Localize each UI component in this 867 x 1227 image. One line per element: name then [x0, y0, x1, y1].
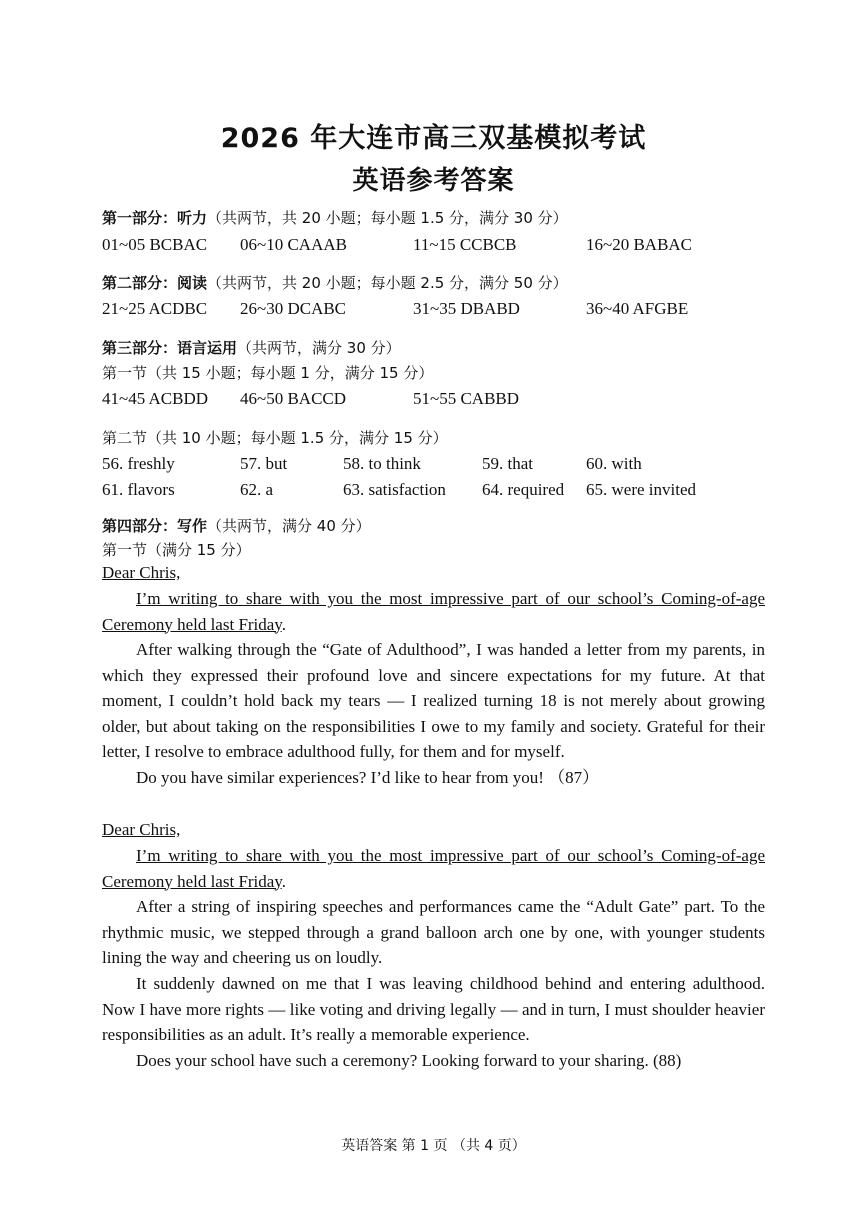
part3-section2-answer-64: 64. required	[482, 480, 565, 499]
part3-section2-answer-61: 61. flavors	[102, 480, 175, 499]
essay1-salutation: Dear Chris,	[102, 563, 181, 582]
part2-answer-4: 36~40 AFGBE	[586, 299, 689, 318]
part3-section1-answer-2: 46~50 BACCD	[240, 389, 347, 408]
part2-answer-3: 31~35 DBABD	[413, 299, 520, 318]
part3-section2-answer-63: 63. satisfaction	[343, 480, 446, 499]
part1-answer-3: 11~15 CCBCB	[413, 235, 517, 254]
part1-heading-title: 第一部分：听力	[102, 209, 208, 227]
part2-heading	[102, 273, 568, 293]
part3-section2-heading: 第二节（共 10 小题；每小题 1.5 分，满分 15 分）	[102, 429, 448, 447]
part3-section2-answer-60: 60. with	[586, 454, 642, 473]
page-subtitle: 英语参考答案	[352, 166, 515, 196]
part1-answer-2: 06~10 CAAAB	[240, 235, 347, 254]
part3-section1-heading: 第一节（共 15 小题；每小题 1 分，满分 15 分）	[102, 364, 434, 382]
part2-answer-1: 21~25 ACDBC	[102, 299, 208, 318]
part1-answer-4: 16~20 BABAC	[586, 235, 693, 254]
part4-heading-title: 第四部分：写作	[102, 517, 208, 535]
essay1-paragraph-2: After walking through the “Gate of Adulthood”, I was handed a letter from my parents, in which they expressed their profound love and sincere expectations for my future. At that moment, I couldn’t hold back my tears — I realized turning 18 is not merely about growing older, but about taking on the responsibilities I owe to my family and society. Grateful for their letter, I resolve to embrace adulthood fully, for them and for myself.	[102, 640, 765, 762]
part3-section2-answer-57: 57. but	[240, 454, 288, 473]
part1-answer-1: 01~05 BCBAC	[102, 235, 208, 254]
essay2-paragraph-2: After a string of inspiring speeches and performances came the “Adult Gate” part. To the rhythmic music, we stepped through a grand balloon arch one by one, with younger students lining the way and cheering us on loudly.	[102, 897, 765, 968]
part3-section2-answer-59: 59. that	[482, 454, 533, 473]
part2-heading-title: 第二部分：阅读	[102, 274, 208, 292]
part3-section2-answer-56: 56. freshly	[102, 454, 175, 473]
part4-heading-detail: （共两节，满分 40 分）	[207, 517, 371, 535]
part3-section1-answer-3: 51~55 CABBD	[413, 389, 520, 408]
essay1-paragraph-3: Do you have similar experiences? I’d like to hear from you! （87）	[136, 768, 600, 787]
part3-section2-answer-62: 62. a	[240, 480, 274, 499]
part2-heading-detail: （共两节，共 20 小题；每小题 2.5 分，满分 50 分）	[207, 274, 568, 292]
essay1-opening-end: .	[281, 614, 286, 634]
part3-heading-detail: （共两节，满分 30 分）	[237, 339, 401, 357]
part4-section1-heading: 第一节（满分 15 分）	[102, 541, 251, 559]
part3-section2-answer-58: 58. to think	[343, 454, 421, 473]
part3-section1-answer-1: 41~45 ACBDD	[102, 389, 209, 408]
part1-heading-detail: （共两节，共 20 小题；每小题 1.5 分，满分 30 分）	[207, 209, 568, 227]
essay2-paragraph-4: Does your school have such a ceremony? Looking forward to your sharing. (88)	[136, 1051, 682, 1070]
part4-heading	[102, 516, 371, 536]
page-footer: 英语答案 第 1 页 （共 4 页）	[341, 1138, 526, 1154]
essay2-opening-text: I’m writing to share with you the most impressive part of our school’s Coming-of-age Ceremony held last Friday	[102, 846, 765, 891]
essay2-paragraph-3: It suddenly dawned on me that I was leaving childhood behind and entering adulthood. Now I have more rights — like voting and driving legally — and in turn, I must shoulder heavier responsibilities as an adult. It’s really a memorable experience.	[102, 974, 765, 1045]
essay2-opening	[102, 843, 765, 894]
part3-section2-answer-65: 65. were invited	[586, 480, 696, 499]
part1-heading	[102, 208, 568, 228]
part3-heading	[102, 338, 401, 358]
essay1-opening	[102, 586, 765, 637]
page-title: 2026 年大连市高三双基模拟考试	[220, 123, 647, 154]
part2-answer-2: 26~30 DCABC	[240, 299, 347, 318]
essay2-opening-end: .	[281, 871, 286, 891]
essay1-opening-text: I’m writing to share with you the most impressive part of our school’s Coming-of-age Ceremony held last Friday	[102, 589, 765, 634]
part3-heading-title: 第三部分：语言运用	[102, 339, 238, 357]
essay2-salutation: Dear Chris,	[102, 820, 181, 839]
